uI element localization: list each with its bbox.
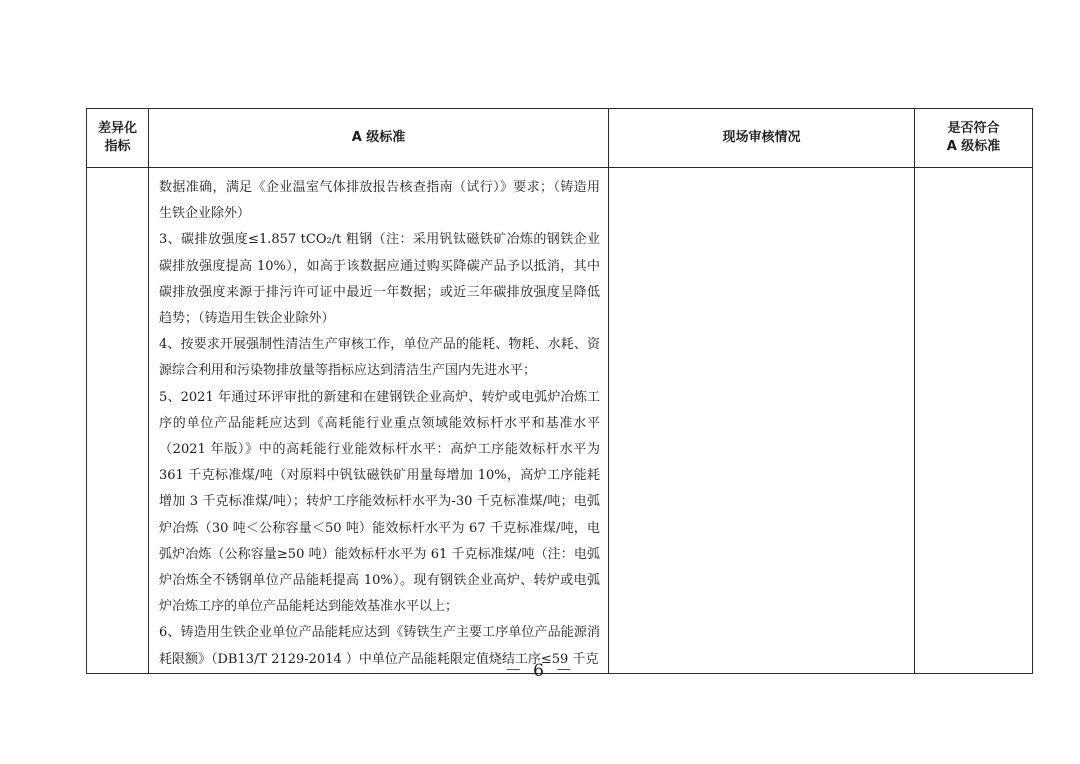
header-compliance: [915, 109, 1033, 168]
header-compliance-label: 是否符合 A 级标准: [946, 121, 1001, 154]
table-header-row: [87, 109, 1033, 168]
standard-paragraph: 6、铸造用生铁企业单位产品能耗应达到《铸铁生产主要工序单位产品能源消耗限额》（DB13/T 2129-2014 ）中单位产品能耗限定值烧结工序≤59 千克: [159, 625, 600, 667]
standard-text: [149, 168, 608, 673]
standard-paragraph: 数据准确，满足《企业温室气体排放报告核查指南（试行）》要求；（铸造用生铁企业除外）: [159, 180, 600, 222]
standard-paragraph: 4、按要求开展强制性清洁生产审核工作，单位产品的能耗、物耗、水耗、资源综合利用和污染物排放量等指标应达到清洁生产国内先进水平；: [159, 337, 600, 379]
indicator-cell: [87, 168, 149, 674]
standard-paragraph: 3、碳排放强度≤1.857 tCO₂/t 粗钢（注：采用钒钛磁铁矿冶炼的钢铁企业碳排放强度提高 10%），如高于该数据应通过购买降碳产品予以抵消，其中碳排放强度来源于排污许可证中最近一年数据；或近三年碳排放强度呈降低趋势；（铸造用生铁企业除外）: [159, 232, 600, 327]
compliance-cell: [915, 168, 1033, 674]
standard-cell: [149, 168, 609, 674]
header-audit-status: 现场审核情况: [609, 109, 915, 168]
header-indicator: [87, 109, 149, 168]
header-a-standard: A 级标准: [149, 109, 609, 168]
standards-table: [86, 108, 1033, 674]
header-indicator-label: 差异化 指标: [97, 121, 137, 154]
audit-cell: [609, 168, 915, 674]
table-row: [87, 168, 1033, 674]
page-number: － 6 －: [504, 661, 576, 681]
standard-paragraph: 5、2021 年通过环评审批的新建和在建钢铁企业高炉、转炉或电弧炉冶炼工序的单位产品能耗应达到《高耗能行业重点领域能效标杆水平和基准水平（2021 年版）》中的高耗能行业能效标杆水平：高炉工序能效标杆水平为 361 千克标准煤/吨（对原料中钒钛磁铁矿用量每增加 10%，高炉工序能耗增加 3 千克标准煤/吨）；转炉工序能效标杆水平为-30 千克标准煤/吨；电弧炉冶炼（30 吨＜公称容量＜50 吨）能效标杆水平为 67 千克标准煤/吨，电弧炉冶炼（公称容量≥50 吨）能效标杆水平为 61 千克标准煤/吨（注：电弧炉冶炼全不锈钢单位产品能耗提高 10%）。现有钢铁企业高炉、转炉或电弧炉冶炼工序的单位产品能耗达到能效基准水平以上；: [159, 389, 605, 615]
